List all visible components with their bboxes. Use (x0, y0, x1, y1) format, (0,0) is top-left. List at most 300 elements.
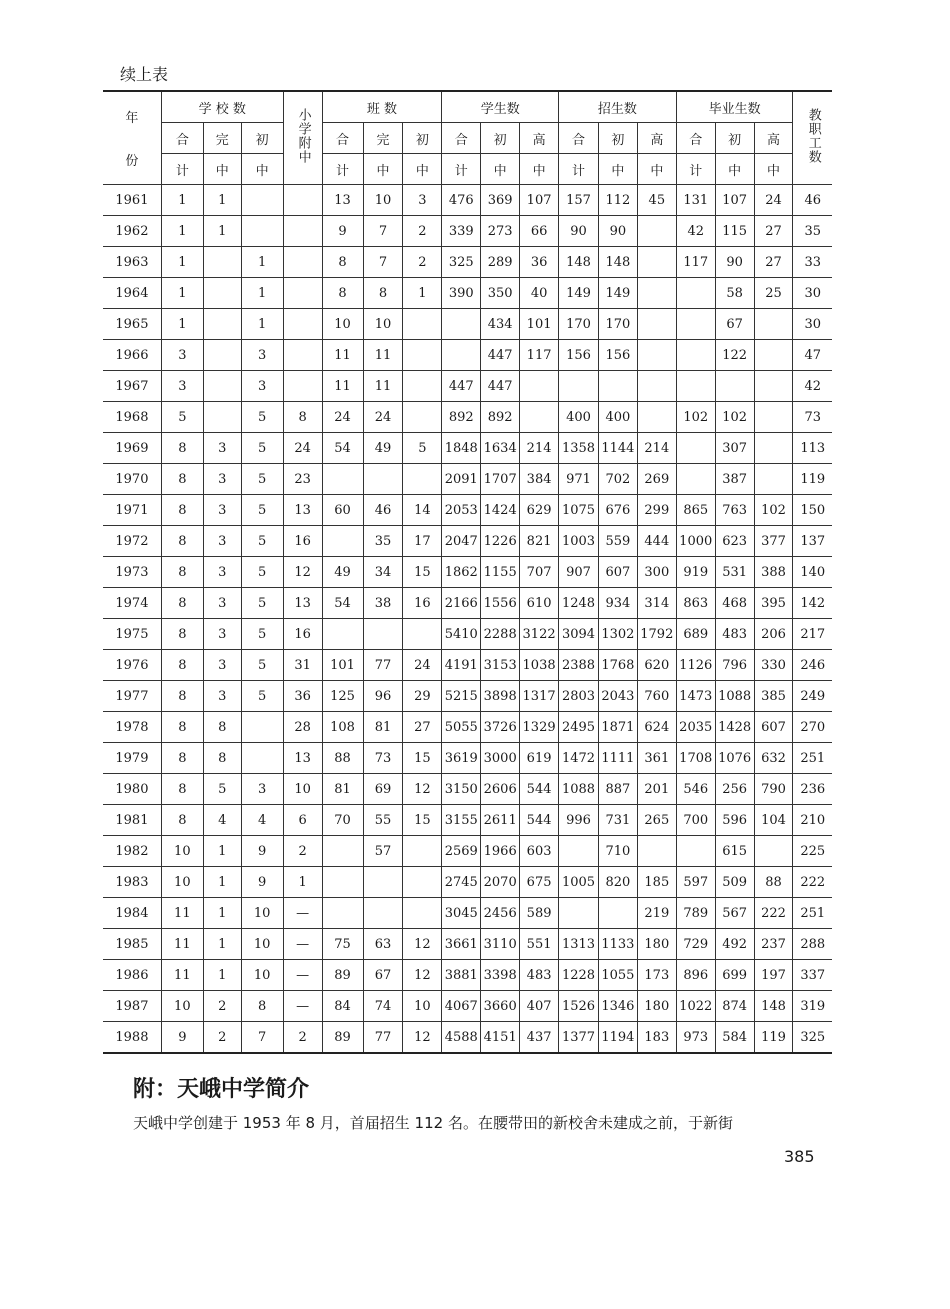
table-cell: 148 (598, 247, 637, 278)
table-cell: 1228 (559, 960, 599, 991)
table-cell: 2745 (442, 867, 481, 898)
sub-header-complete: 完 (363, 123, 403, 154)
sub-header-junior: 初 (715, 123, 754, 154)
table-cell (283, 309, 322, 340)
table-cell: 289 (481, 247, 520, 278)
year-header-top: 年 (125, 111, 139, 126)
year-cell: 1968 (103, 402, 161, 433)
table-cell: 75 (322, 929, 363, 960)
table-cell: 1 (203, 898, 241, 929)
table-cell: 102 (676, 402, 715, 433)
year-cell: 1979 (103, 743, 161, 774)
table-cell: 8 (161, 774, 203, 805)
table-cell: 1329 (520, 712, 559, 743)
table-cell: 559 (598, 526, 637, 557)
table-cell: 447 (481, 371, 520, 402)
table-cell: 1194 (598, 1022, 637, 1054)
table-row (103, 681, 832, 712)
table-cell: 117 (520, 340, 559, 371)
table-cell: 180 (637, 991, 676, 1022)
table-cell: 1428 (715, 712, 754, 743)
sub-header-middle-bottom: 中 (241, 154, 283, 185)
table-cell (676, 278, 715, 309)
table-cell (403, 867, 442, 898)
table-cell: 88 (754, 867, 793, 898)
table-cell: — (283, 898, 322, 929)
table-cell: 108 (322, 712, 363, 743)
table-cell (283, 247, 322, 278)
table-cell: 4 (241, 805, 283, 836)
table-cell: 319 (793, 991, 832, 1022)
year-cell: 1988 (103, 1022, 161, 1054)
year-cell: 1985 (103, 929, 161, 960)
table-cell: 1144 (598, 433, 637, 464)
table-cell: 107 (520, 185, 559, 216)
table-cell: 69 (363, 774, 403, 805)
table-cell: 90 (715, 247, 754, 278)
table-cell: 8 (241, 991, 283, 1022)
table-cell: 390 (442, 278, 481, 309)
table-cell: 237 (754, 929, 793, 960)
table-cell: 117 (676, 247, 715, 278)
table-cell: 919 (676, 557, 715, 588)
table-cell: 273 (481, 216, 520, 247)
table-row (103, 929, 832, 960)
table-cell: 8 (161, 526, 203, 557)
table-cell: 256 (715, 774, 754, 805)
table-cell: 84 (322, 991, 363, 1022)
table-cell: 34 (363, 557, 403, 588)
table-cell: 10 (161, 991, 203, 1022)
year-cell: 1972 (103, 526, 161, 557)
table-cell (637, 836, 676, 867)
table-cell: 1 (203, 867, 241, 898)
table-cell (203, 247, 241, 278)
table-cell: 4151 (481, 1022, 520, 1054)
table-cell: 40 (520, 278, 559, 309)
table-cell: 531 (715, 557, 754, 588)
table-cell: 49 (322, 557, 363, 588)
sub-header-middle-bottom: 中 (520, 154, 559, 185)
table-cell: 973 (676, 1022, 715, 1054)
table-cell: 699 (715, 960, 754, 991)
table-cell: 8 (203, 712, 241, 743)
table-cell: 1076 (715, 743, 754, 774)
table-cell: 567 (715, 898, 754, 929)
table-cell: 13 (283, 743, 322, 774)
schools-header: 学 校 数 (161, 91, 283, 123)
table-cell: 330 (754, 650, 793, 681)
table-cell: 16 (283, 619, 322, 650)
table-cell: 1708 (676, 743, 715, 774)
sub-header-junior: 初 (403, 123, 442, 154)
table-cell: 1 (203, 836, 241, 867)
table-row (103, 433, 832, 464)
table-cell: 11 (161, 898, 203, 929)
table-cell: 63 (363, 929, 403, 960)
sub-header-total-bottom: 计 (442, 154, 481, 185)
table-cell (363, 464, 403, 495)
table-cell: 887 (598, 774, 637, 805)
table-cell: 122 (715, 340, 754, 371)
table-cell: 35 (363, 526, 403, 557)
table-cell: 544 (520, 805, 559, 836)
table-cell: 4067 (442, 991, 481, 1022)
table-cell: 3881 (442, 960, 481, 991)
table-cell: 2091 (442, 464, 481, 495)
table-cell: 1792 (637, 619, 676, 650)
table-cell: 369 (481, 185, 520, 216)
table-cell: 407 (520, 991, 559, 1022)
table-cell (559, 836, 599, 867)
table-cell: 2035 (676, 712, 715, 743)
table-cell: 36 (520, 247, 559, 278)
table-cell: 3 (241, 371, 283, 402)
table-cell: 8 (203, 743, 241, 774)
table-cell (403, 371, 442, 402)
table-cell: 1358 (559, 433, 599, 464)
table-cell: 632 (754, 743, 793, 774)
table-cell: 607 (598, 557, 637, 588)
sub-header-total-bottom: 计 (161, 154, 203, 185)
table-cell: 3 (203, 526, 241, 557)
table-cell (322, 464, 363, 495)
table-row (103, 712, 832, 743)
table-cell: 1 (203, 929, 241, 960)
table-cell (715, 371, 754, 402)
table-cell (283, 185, 322, 216)
table-cell: 675 (520, 867, 559, 898)
table-cell: 102 (754, 495, 793, 526)
table-cell: 307 (715, 433, 754, 464)
year-cell: 1965 (103, 309, 161, 340)
table-cell: 5 (241, 557, 283, 588)
table-cell: 3000 (481, 743, 520, 774)
table-cell (322, 898, 363, 929)
table-cell: 5 (241, 650, 283, 681)
table-cell: 3398 (481, 960, 520, 991)
table-cell: 149 (559, 278, 599, 309)
table-cell: 596 (715, 805, 754, 836)
table-cell: 31 (283, 650, 322, 681)
table-cell: 9 (161, 1022, 203, 1054)
year-cell: 1962 (103, 216, 161, 247)
table-cell: 10 (241, 898, 283, 929)
table-cell: 865 (676, 495, 715, 526)
table-cell: 434 (481, 309, 520, 340)
table-cell: 249 (793, 681, 832, 712)
table-cell (241, 185, 283, 216)
table-cell: 350 (481, 278, 520, 309)
table-cell: 183 (637, 1022, 676, 1054)
table-cell (283, 371, 322, 402)
table-cell (754, 340, 793, 371)
table-row (103, 898, 832, 929)
table-cell: 15 (403, 805, 442, 836)
table-cell: 2047 (442, 526, 481, 557)
table-cell: 1317 (520, 681, 559, 712)
table-cell: 30 (793, 278, 832, 309)
table-cell: 3 (241, 774, 283, 805)
table-cell: 1634 (481, 433, 520, 464)
table-cell: 790 (754, 774, 793, 805)
table-cell: 4 (203, 805, 241, 836)
table-cell: 214 (637, 433, 676, 464)
table-cell: 2 (283, 1022, 322, 1054)
table-cell (754, 836, 793, 867)
table-cell (403, 464, 442, 495)
sub-header-total: 合 (322, 123, 363, 154)
table-cell (559, 898, 599, 929)
table-cell: 934 (598, 588, 637, 619)
table-cell: 131 (676, 185, 715, 216)
table-cell: 10 (363, 309, 403, 340)
table-cell: 112 (598, 185, 637, 216)
table-row (103, 836, 832, 867)
table-cell: 5 (241, 681, 283, 712)
table-cell: 2 (283, 836, 322, 867)
table-cell: 3726 (481, 712, 520, 743)
table-cell: 300 (637, 557, 676, 588)
table-row (103, 526, 832, 557)
year-cell: 1984 (103, 898, 161, 929)
table-cell: 3 (203, 681, 241, 712)
year-cell: 1967 (103, 371, 161, 402)
table-row (103, 278, 832, 309)
table-cell: 55 (363, 805, 403, 836)
table-cell: 113 (793, 433, 832, 464)
table-cell: 89 (322, 960, 363, 991)
table-cell: 1000 (676, 526, 715, 557)
year-cell: 1987 (103, 991, 161, 1022)
table-cell: 10 (322, 309, 363, 340)
table-cell: 73 (363, 743, 403, 774)
table-cell (403, 619, 442, 650)
table-cell: 58 (715, 278, 754, 309)
table-cell: 222 (754, 898, 793, 929)
table-row (103, 743, 832, 774)
table-cell: 33 (793, 247, 832, 278)
table-cell (637, 371, 676, 402)
table-cell: 8 (161, 712, 203, 743)
table-cell (637, 278, 676, 309)
table-cell: 863 (676, 588, 715, 619)
table-cell: 5 (241, 433, 283, 464)
sub-header-complete: 完 (203, 123, 241, 154)
table-cell: 73 (793, 402, 832, 433)
table-cell: 24 (754, 185, 793, 216)
table-cell: 1 (283, 867, 322, 898)
section-title: 附：天峨中学简介 (133, 1077, 310, 1102)
table-cell: 210 (793, 805, 832, 836)
table-cell: 544 (520, 774, 559, 805)
table-cell: 170 (598, 309, 637, 340)
table-cell: 107 (715, 185, 754, 216)
table-row (103, 619, 832, 650)
table-cell: 1966 (481, 836, 520, 867)
table-cell: 115 (715, 216, 754, 247)
table-cell: 1055 (598, 960, 637, 991)
table-cell: 1862 (442, 557, 481, 588)
table-cell: 1088 (715, 681, 754, 712)
table-cell: 251 (793, 743, 832, 774)
year-cell: 1975 (103, 619, 161, 650)
table-row (103, 588, 832, 619)
table-cell: 1848 (442, 433, 481, 464)
table-cell (403, 836, 442, 867)
table-cell: 8 (161, 464, 203, 495)
table-cell: 5215 (442, 681, 481, 712)
table-cell: 5 (241, 588, 283, 619)
table-cell: 597 (676, 867, 715, 898)
table-row (103, 650, 832, 681)
table-cell: 142 (793, 588, 832, 619)
table-cell: 10 (241, 960, 283, 991)
table-cell: 676 (598, 495, 637, 526)
table-cell: 763 (715, 495, 754, 526)
table-cell: 45 (637, 185, 676, 216)
table-cell: 5 (203, 774, 241, 805)
table-cell: 104 (754, 805, 793, 836)
table-cell: 1768 (598, 650, 637, 681)
table-row (103, 495, 832, 526)
sub-header-total-bottom: 计 (559, 154, 599, 185)
table-cell (442, 309, 481, 340)
sub-header-total: 合 (676, 123, 715, 154)
table-cell (203, 340, 241, 371)
table-cell (637, 309, 676, 340)
table-cell: 447 (481, 340, 520, 371)
table-cell: 9 (241, 836, 283, 867)
table-cell (520, 402, 559, 433)
table-cell: 24 (322, 402, 363, 433)
table-cell (754, 433, 793, 464)
table-cell: 23 (283, 464, 322, 495)
table-caption: 续上表 (120, 65, 169, 84)
table-row (103, 402, 832, 433)
table-cell (598, 371, 637, 402)
table-cell: 3 (203, 619, 241, 650)
year-cell: 1963 (103, 247, 161, 278)
year-header (103, 91, 161, 185)
table-cell: 140 (793, 557, 832, 588)
table-cell: 3 (203, 433, 241, 464)
table-cell: 14 (403, 495, 442, 526)
table-cell: 3045 (442, 898, 481, 929)
table-cell: 180 (637, 929, 676, 960)
table-cell: 796 (715, 650, 754, 681)
table-cell: 42 (676, 216, 715, 247)
table-cell: 700 (676, 805, 715, 836)
intro-paragraph: 天峨中学创建于 1953 年 8 月，首届招生 112 名。在腰带田的新校舍未建成之前，于新街 (133, 1114, 733, 1132)
table-cell: 702 (598, 464, 637, 495)
table-cell: 16 (403, 588, 442, 619)
table-row (103, 464, 832, 495)
table-cell: 377 (754, 526, 793, 557)
sub-header-middle-bottom: 中 (715, 154, 754, 185)
table-cell: 148 (559, 247, 599, 278)
table-cell: 13 (322, 185, 363, 216)
table-cell: 1155 (481, 557, 520, 588)
table-cell: 206 (754, 619, 793, 650)
table-cell: 607 (754, 712, 793, 743)
table-cell (322, 836, 363, 867)
table-cell: 314 (637, 588, 676, 619)
table-cell: 2611 (481, 805, 520, 836)
sub-header-middle-bottom: 中 (637, 154, 676, 185)
table-cell: 24 (283, 433, 322, 464)
table-cell (637, 216, 676, 247)
sub-header-total: 合 (161, 123, 203, 154)
table-cell: 16 (283, 526, 322, 557)
table-cell: 1 (161, 216, 203, 247)
table-cell: 77 (363, 650, 403, 681)
table-cell: 3 (403, 185, 442, 216)
table-cell: 1 (161, 278, 203, 309)
table-cell: 148 (754, 991, 793, 1022)
table-cell: 185 (637, 867, 676, 898)
table-cell: 77 (363, 1022, 403, 1054)
table-cell: 447 (442, 371, 481, 402)
table-cell: 1 (161, 309, 203, 340)
table-cell: 12 (403, 929, 442, 960)
table-cell: 119 (754, 1022, 793, 1054)
table-cell: 3 (161, 340, 203, 371)
table-cell: 49 (363, 433, 403, 464)
sub-header-senior: 高 (637, 123, 676, 154)
table-cell: 483 (715, 619, 754, 650)
year-cell: 1977 (103, 681, 161, 712)
table-cell: 66 (520, 216, 559, 247)
table-cell: 11 (363, 371, 403, 402)
table-cell: 15 (403, 557, 442, 588)
table-cell: 400 (598, 402, 637, 433)
table-cell: 5 (241, 619, 283, 650)
table-cell: 8 (322, 278, 363, 309)
table-cell: 387 (715, 464, 754, 495)
table-cell: 156 (559, 340, 599, 371)
table-cell: 119 (793, 464, 832, 495)
table-cell: 269 (637, 464, 676, 495)
table-cell: 896 (676, 960, 715, 991)
table-cell (322, 867, 363, 898)
table-cell: 8 (161, 557, 203, 588)
table-cell (363, 898, 403, 929)
table-cell: 12 (283, 557, 322, 588)
table-cell: 101 (322, 650, 363, 681)
table-cell: 689 (676, 619, 715, 650)
table-cell: 492 (715, 929, 754, 960)
table-row (103, 557, 832, 588)
table-cell: 102 (715, 402, 754, 433)
table-cell: 27 (754, 247, 793, 278)
table-cell: 8 (161, 588, 203, 619)
table-cell: 2288 (481, 619, 520, 650)
table-cell: 11 (322, 371, 363, 402)
table-cell (283, 278, 322, 309)
sub-header-total: 合 (559, 123, 599, 154)
table-cell: 197 (754, 960, 793, 991)
table-body (103, 185, 832, 1054)
table-cell: 10 (161, 836, 203, 867)
table-cell: 2166 (442, 588, 481, 619)
table-cell (322, 619, 363, 650)
table-cell: 38 (363, 588, 403, 619)
table-cell: 29 (403, 681, 442, 712)
table-cell: 24 (363, 402, 403, 433)
year-cell: 1974 (103, 588, 161, 619)
table-cell (203, 371, 241, 402)
